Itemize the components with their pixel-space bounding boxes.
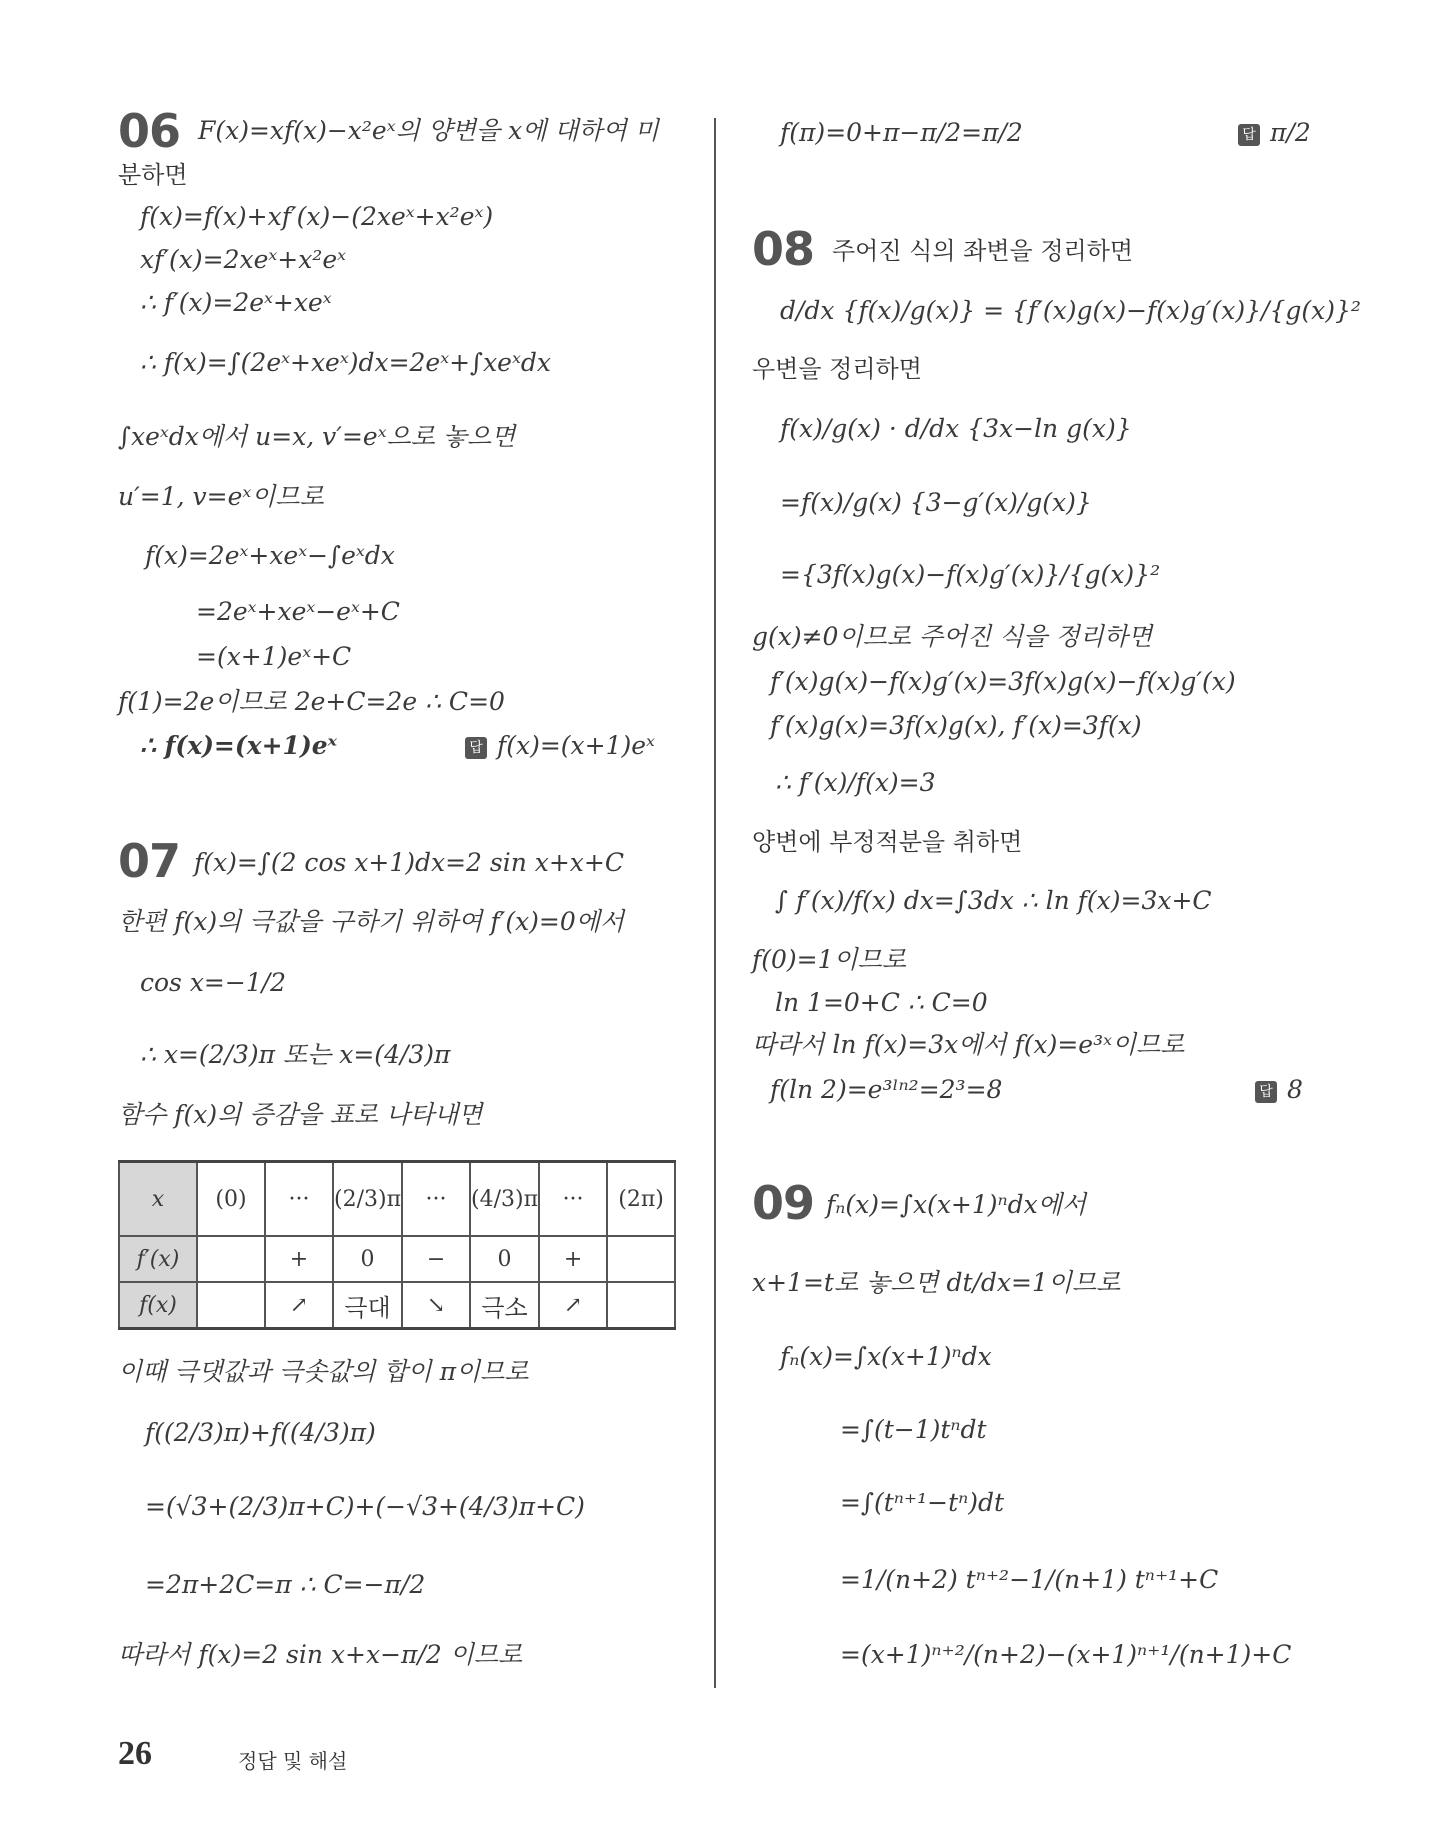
table-cell <box>197 1282 265 1329</box>
equation: =2π+2C=π ∴ C=−π/2 <box>145 1570 426 1599</box>
table-cell: + <box>539 1236 607 1282</box>
answer-badge: 답 <box>1255 1081 1277 1103</box>
column-divider <box>714 118 716 1688</box>
answer-badge: 답 <box>465 737 487 759</box>
answer-value: f(x)=(x+1)eˣ <box>497 731 655 760</box>
equation: =(√3+(2/3)π+C)+(−√3+(4/3)π+C) <box>145 1492 585 1521</box>
equation: f(x)/g(x) · d/dx {3x−ln g(x)} <box>780 414 1132 443</box>
equation: f(π)=0+π−π/2=π/2 <box>780 118 1023 147</box>
equation: =1/(n+2) tⁿ⁺²−1/(n+1) tⁿ⁺¹+C <box>840 1565 1219 1594</box>
equation: ∴ f(x)=∫(2eˣ+xeˣ)dx=2eˣ+∫xeˣdx <box>140 348 551 377</box>
equation: cos x=−1/2 <box>140 968 287 997</box>
table-cell: ··· <box>539 1162 607 1237</box>
solution-line: 주어진 식의 좌변을 정리하면 <box>832 237 1134 265</box>
equation: =(x+1)eˣ+C <box>196 642 352 671</box>
equation: =f(x)/g(x) {3−g′(x)/g(x)} <box>780 488 1092 517</box>
solution-line: ∫xeˣdx에서 u=x, v′=eˣ으로 놓으면 <box>118 422 516 451</box>
solution-line: 따라서 f(x)=2 sin x+x−π/2 이므로 <box>118 1640 523 1669</box>
table-row <box>119 1282 675 1329</box>
equation: =(x+1)ⁿ⁺²/(n+2)−(x+1)ⁿ⁺¹/(n+1)+C <box>840 1640 1292 1669</box>
table-cell <box>197 1236 265 1282</box>
table-cell <box>607 1236 675 1282</box>
solution-line: 이때 극댓값과 극솟값의 합이 π이므로 <box>118 1357 529 1386</box>
solution-line: 양변에 부정적분을 취하면 <box>752 828 1023 856</box>
equation: =∫(t−1)tⁿdt <box>840 1415 987 1444</box>
solution-line: 함수 f(x)의 증감을 표로 나타내면 <box>118 1100 483 1129</box>
equation: f′(x)g(x)−f(x)g′(x)=3f(x)g(x)−f(x)g′(x) <box>770 667 1236 696</box>
increase-decrease-table <box>118 1160 676 1330</box>
equation: f(x)=∫(2 cos x+1)dx=2 sin x+x+C <box>194 848 624 877</box>
equation: f(x)=f(x)+xf′(x)−(2xeˣ+x²eˣ) <box>140 202 494 231</box>
problem-number-07: 07 <box>118 834 181 888</box>
problem-number-08: 08 <box>752 222 815 276</box>
table-cell: (4/3)π <box>470 1162 539 1237</box>
table-cell: ↗ <box>265 1282 333 1329</box>
table-cell: 0 <box>333 1236 402 1282</box>
table-cell: ··· <box>265 1162 333 1237</box>
solution-line: 우변을 정리하면 <box>752 355 922 383</box>
answer-badge: 답 <box>1238 124 1260 146</box>
equation: ln 1=0+C ∴ C=0 <box>775 988 988 1017</box>
equation: =∫(tⁿ⁺¹−tⁿ)dt <box>840 1488 1005 1517</box>
table-row <box>119 1236 675 1282</box>
solution-line: u′=1, v=eˣ이므로 <box>118 482 324 511</box>
answer-06 <box>465 731 655 761</box>
equation: d/dx {f(x)/g(x)} = {f′(x)g(x)−f(x)g′(x)}/{g(x)}² <box>780 296 1361 325</box>
table-row <box>119 1162 675 1237</box>
table-cell: f(x) <box>119 1282 197 1329</box>
problem-number-06: 06 <box>118 104 181 158</box>
solution-line: 한편 f(x)의 극값을 구하기 위하여 f′(x)=0에서 <box>118 907 625 936</box>
equation: f(ln 2)=e³ˡⁿ²=2³=8 <box>770 1075 1003 1104</box>
table-cell: x <box>119 1162 197 1237</box>
table-cell: − <box>402 1236 470 1282</box>
table-cell: 극소 <box>470 1282 539 1329</box>
page-number: 26 <box>118 1735 152 1772</box>
solution-line: f(0)=1이므로 <box>752 945 906 974</box>
answer-value: 8 <box>1287 1075 1303 1104</box>
solution-line: f(1)=2e이므로 2e+C=2e ∴ C=0 <box>118 687 505 716</box>
equation-result: ∴ f(x)=(x+1)eˣ <box>140 731 338 760</box>
answer-07 <box>1238 118 1311 148</box>
table-cell: (2/3)π <box>333 1162 402 1237</box>
equation: f((2/3)π)+f((4/3)π) <box>145 1418 376 1447</box>
equation: ={3f(x)g(x)−f(x)g′(x)}/{g(x)}² <box>780 560 1161 589</box>
solution-line: g(x)≠0이므로 주어진 식을 정리하면 <box>752 622 1153 651</box>
table-cell: + <box>265 1236 333 1282</box>
table-cell: ↘ <box>402 1282 470 1329</box>
equation: ∴ f′(x)=2eˣ+xeˣ <box>140 288 332 317</box>
table-cell: (2π) <box>607 1162 675 1237</box>
equation: fₙ(x)=∫x(x+1)ⁿdx <box>780 1342 992 1371</box>
solution-line: 따라서 ln f(x)=3x에서 f(x)=e³ˣ이므로 <box>752 1030 1185 1059</box>
equation: ∴ x=(2/3)π 또는 x=(4/3)π <box>140 1040 451 1069</box>
table-cell: 극대 <box>333 1282 402 1329</box>
problem-number-09: 09 <box>752 1176 815 1230</box>
equation: fₙ(x)=∫x(x+1)ⁿdx에서 <box>826 1190 1087 1219</box>
table-cell: 0 <box>470 1236 539 1282</box>
equation: f(x)=2eˣ+xeˣ−∫eˣdx <box>145 541 395 570</box>
solution-line: x+1=t로 놓으면 dt/dx=1이므로 <box>752 1268 1121 1297</box>
equation: f′(x)g(x)=3f(x)g(x), f′(x)=3f(x) <box>770 711 1142 740</box>
equation: ∴ f′(x)/f(x)=3 <box>775 768 936 797</box>
answer-08 <box>1255 1075 1303 1105</box>
footer-title: 정답 및 해설 <box>238 1749 348 1773</box>
table-cell: f′(x) <box>119 1236 197 1282</box>
table-cell: ··· <box>402 1162 470 1237</box>
table-cell: (0) <box>197 1162 265 1237</box>
table-cell: ↗ <box>539 1282 607 1329</box>
table-cell <box>607 1282 675 1329</box>
equation: xf′(x)=2xeˣ+x²eˣ <box>140 245 346 274</box>
answer-value: π/2 <box>1270 118 1311 147</box>
solution-line: F(x)=xf(x)−x²eˣ의 양변을 x에 대하여 미 <box>198 116 659 145</box>
solution-line: 분하면 <box>118 161 188 189</box>
equation: =2eˣ+xeˣ−eˣ+C <box>196 597 400 626</box>
equation: ∫ f′(x)/f(x) dx=∫3dx ∴ ln f(x)=3x+C <box>775 886 1212 915</box>
